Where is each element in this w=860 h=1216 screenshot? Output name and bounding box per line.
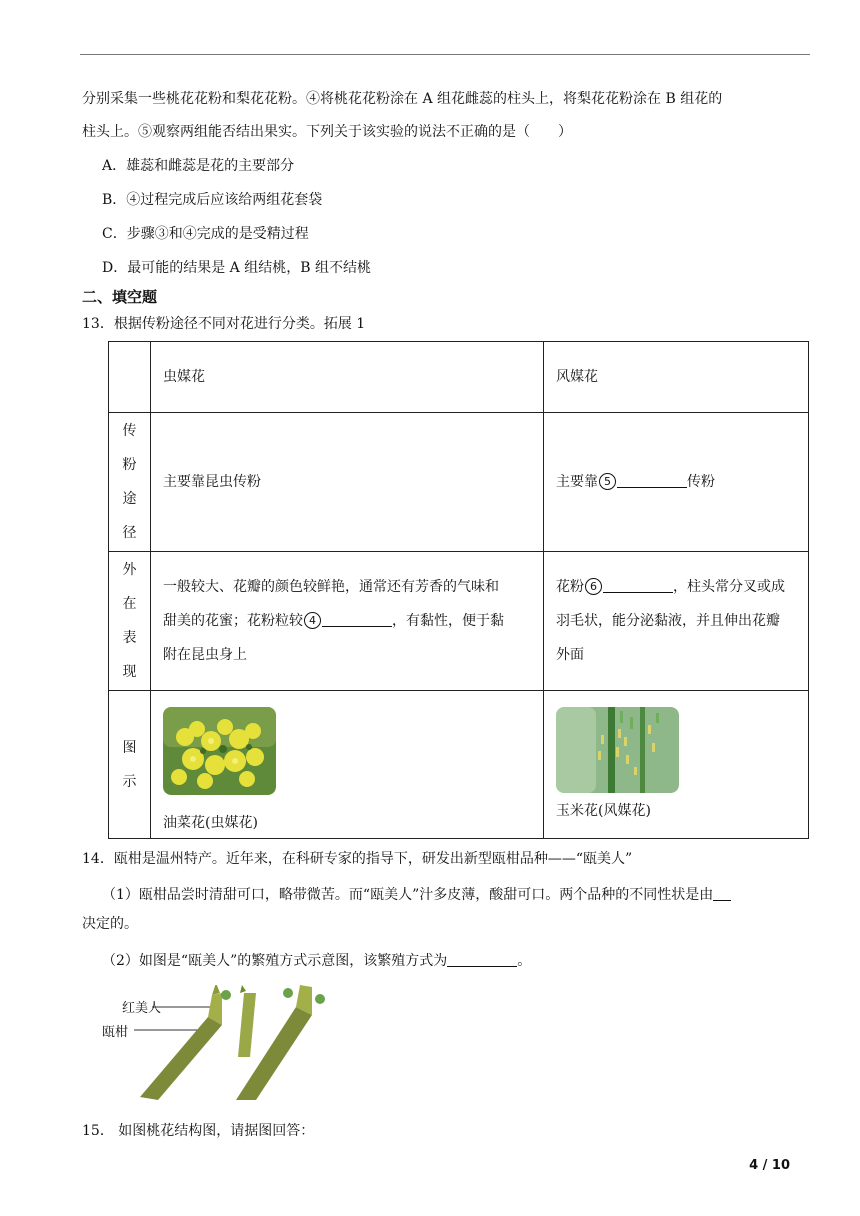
label-hongmeiren: 红美人: [122, 1001, 162, 1016]
table-header-row: [109, 342, 809, 413]
q14-part1-line1: （1）瓯柑品尝时清甜可口，略带微苦。而“瓯美人”汁多皮薄，酸甜可口。两个品种的不同性状是由: [102, 885, 731, 905]
row-label-pathway: 传 粉 途 径: [109, 413, 151, 552]
pollination-table: [108, 341, 809, 839]
grafting-figure: [100, 985, 340, 1100]
q13-stem: 13．根据传粉途径不同对花进行分类。拓展 1: [82, 316, 366, 332]
answer-blank-5[interactable]: [617, 473, 687, 488]
table-row-illustration: [109, 691, 809, 839]
q14-part1-line2: 决定的。: [82, 916, 138, 932]
header-insect: 虫媒花: [151, 342, 544, 413]
page-number: 4 / 10: [749, 1158, 790, 1173]
section-heading: 二、填空题: [82, 288, 158, 306]
circled-number-4: 4: [304, 612, 321, 629]
header-rule: [80, 54, 810, 55]
circled-number-5: 5: [599, 473, 616, 490]
q12-option-b: B．④过程完成后应该给两组花套袋: [102, 192, 323, 208]
q12-line-1: 分别采集一些桃花花粉和梨花花粉。④将桃花花粉涂在 A 组花雌蕊的柱头上，将梨花花粉涂在 B 组花的: [82, 91, 723, 107]
cell-insect-appearance: 一般较大、花瓣的颜色较鲜艳，通常还有芳香的气味和 甜美的花蜜；花粉粒较 4 ，有黏性，便于黏 附在昆虫身上: [151, 552, 544, 691]
q15-stem: 15． 如图桃花结构图，请据图回答：: [82, 1123, 315, 1139]
circled-number-6: 6: [585, 578, 602, 595]
cell-insect-illustration: [151, 691, 544, 839]
cell-wind-pathway: 主要靠 5 传粉: [544, 413, 809, 552]
row-label-illustration: 图 示: [109, 691, 151, 839]
q12-option-d: D．最可能的结果是 A 组结桃，B 组不结桃: [102, 260, 371, 276]
cell-wind-appearance: 花粉 6 ，柱头常分叉或成 羽毛状，能分泌黏液，并且伸出花瓣 外面: [544, 552, 809, 691]
answer-blank-q14-2[interactable]: [447, 952, 517, 967]
q14-part2: （2）如图是“瓯美人”的繁殖方式示意图，该繁殖方式为 。: [102, 953, 532, 969]
caption-rape-flower: 油菜花(虫媒花): [163, 815, 258, 831]
caption-corn-flower: 玉米花(风媒花): [556, 803, 651, 819]
rape-flower-image: [163, 707, 276, 795]
q12-option-c: C．步骤③和④完成的是受精过程: [102, 226, 309, 242]
answer-blank-6[interactable]: [603, 578, 673, 593]
q14-stem: 14．瓯柑是温州特产。近年来，在科研专家的指导下，研发出新型瓯柑品种——“瓯美人”: [82, 851, 633, 867]
table-corner-cell: [109, 342, 151, 413]
row-label-appearance: 外 在 表 现: [109, 552, 151, 691]
answer-blank-4[interactable]: [322, 612, 392, 627]
cell-insect-pathway: 主要靠昆虫传粉: [151, 413, 544, 552]
answer-blank-q14-1[interactable]: [713, 886, 731, 901]
q12-option-a: A．雄蕊和雌蕊是花的主要部分: [102, 158, 295, 174]
q12-line-2: 柱头上。⑤观察两组能否结出果实。下列关于该实验的说法不正确的是（ ）: [82, 124, 572, 140]
corn-flower-image: [556, 707, 679, 793]
cell-wind-illustration: [544, 691, 809, 839]
header-wind: 风媒花: [544, 342, 809, 413]
table-row-appearance: [109, 552, 809, 691]
table-row-pathway: [109, 413, 809, 552]
label-ougan: 瓯柑: [102, 1025, 129, 1040]
